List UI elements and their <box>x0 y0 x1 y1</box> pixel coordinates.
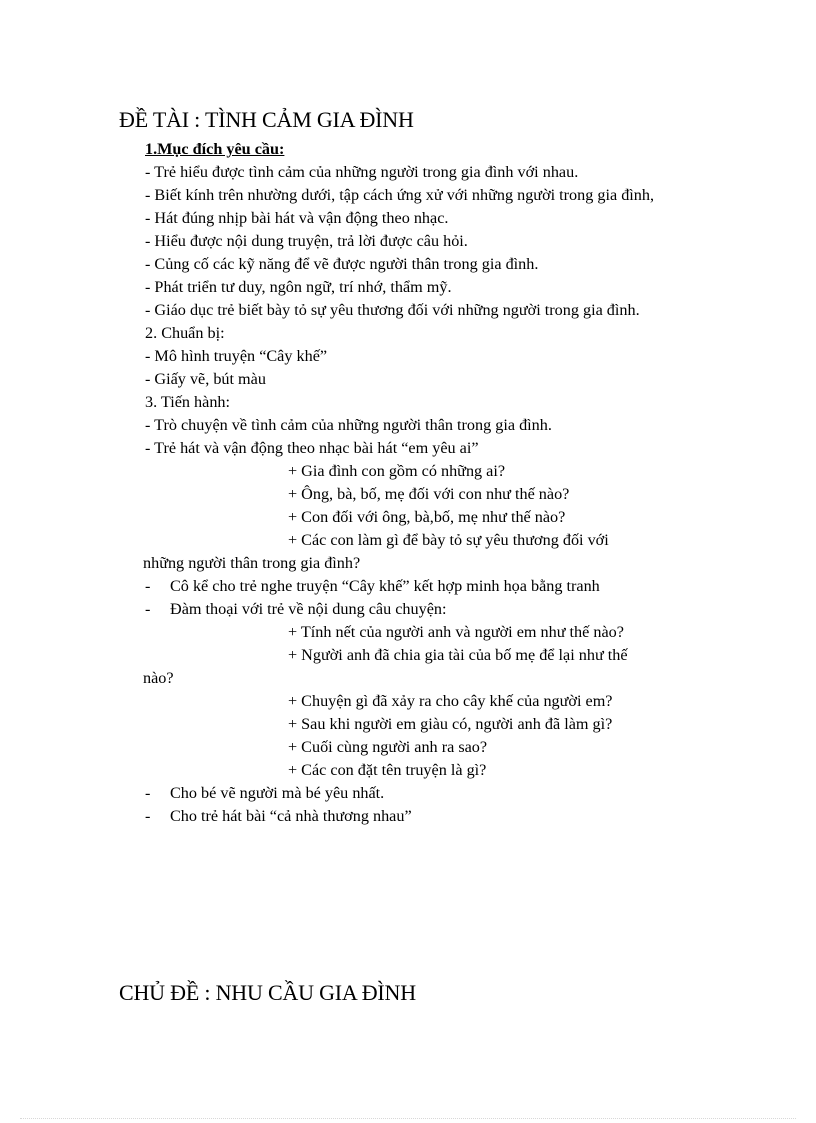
section-title: CHỦ ĐỀ : NHU CẦU GIA ĐÌNH <box>119 980 416 1005</box>
objective-item: - Hiểu được nội dung truyện, trả lời được câu hỏi. <box>145 232 468 250</box>
objective-item: - Hát đúng nhịp bài hát và vận động theo nhạc. <box>145 209 449 227</box>
objective-item: - Giáo dục trẻ biết bày tỏ sự yêu thương đối với những người trong gia đình. <box>145 301 640 319</box>
page-bottom-divider <box>20 1118 796 1119</box>
activity-text: Đàm thoại với trẻ về nội dung câu chuyện: <box>170 600 447 618</box>
question-item: + Sau khi người em giàu có, người anh đã làm gì? <box>288 715 613 733</box>
preparation-item: - Giấy vẽ, bút màu <box>145 370 266 388</box>
activity-item <box>145 575 705 598</box>
preparation-item: - Mô hình truyện “Cây khế” <box>145 347 328 365</box>
procedure-item: - Trò chuyện về tình cảm của những người thân trong gia đình. <box>145 416 552 434</box>
objective-item: - Phát triển tư duy, ngôn ngữ, trí nhớ, thẩm mỹ. <box>145 278 452 296</box>
activity-item <box>145 598 705 621</box>
procedure-item: - Trẻ hát và vận động theo nhạc bài hát “em yêu ai” <box>145 439 479 457</box>
section-heading-preparation: 2. Chuẩn bị: <box>145 324 225 342</box>
question-item: + Người anh đã chia gia tài của bố mẹ để lại như thế <box>288 646 628 664</box>
question-item: + Gia đình con gồm có những ai? <box>288 462 506 480</box>
activity-text: Cho bé vẽ người mà bé yêu nhất. <box>170 784 385 802</box>
question-item: + Các con làm gì để bày tỏ sự yêu thương đối với <box>288 531 609 549</box>
dash-bullet: - <box>145 807 151 825</box>
document-body <box>145 138 705 828</box>
activity-item <box>145 805 705 828</box>
activity-text: Cô kể cho trẻ nghe truyện “Cây khế” kết hợp minh họa bằng tranh <box>170 577 600 595</box>
question-item: + Cuối cùng người anh ra sao? <box>288 738 488 756</box>
objective-item: - Trẻ hiểu được tình cảm của những người trong gia đình với nhau. <box>145 163 579 181</box>
dash-bullet: - <box>145 600 151 618</box>
activity-item <box>145 782 705 805</box>
page-title: ĐỀ TÀI : TÌNH CẢM GIA ĐÌNH <box>119 107 414 132</box>
question-item: + Các con đặt tên truyện là gì? <box>288 761 487 779</box>
dash-bullet: - <box>145 784 151 802</box>
question-continuation: nào? <box>143 669 174 687</box>
section-heading-objectives: 1.Mục đích yêu cầu: <box>145 140 285 158</box>
question-item: + Con đối với ông, bà,bố, mẹ như thế nào? <box>288 508 566 526</box>
question-continuation: những người thân trong gia đình? <box>143 554 361 572</box>
objective-item: - Củng cố các kỹ năng để vẽ được người thân trong gia đình. <box>145 255 539 273</box>
question-item: + Tính nết của người anh và người em như thế nào? <box>288 623 624 641</box>
objective-item: - Biết kính trên nhường dưới, tập cách ứng xử với những người trong gia đình, <box>145 186 655 204</box>
dash-bullet: - <box>145 577 151 595</box>
section-heading-procedure: 3. Tiến hành: <box>145 393 230 411</box>
activity-text: Cho trẻ hát bài “cả nhà thương nhau” <box>170 807 412 825</box>
question-item: + Ông, bà, bố, mẹ đối với con như thế nào? <box>288 485 570 503</box>
question-item: + Chuyện gì đã xảy ra cho cây khế của người em? <box>288 692 613 710</box>
